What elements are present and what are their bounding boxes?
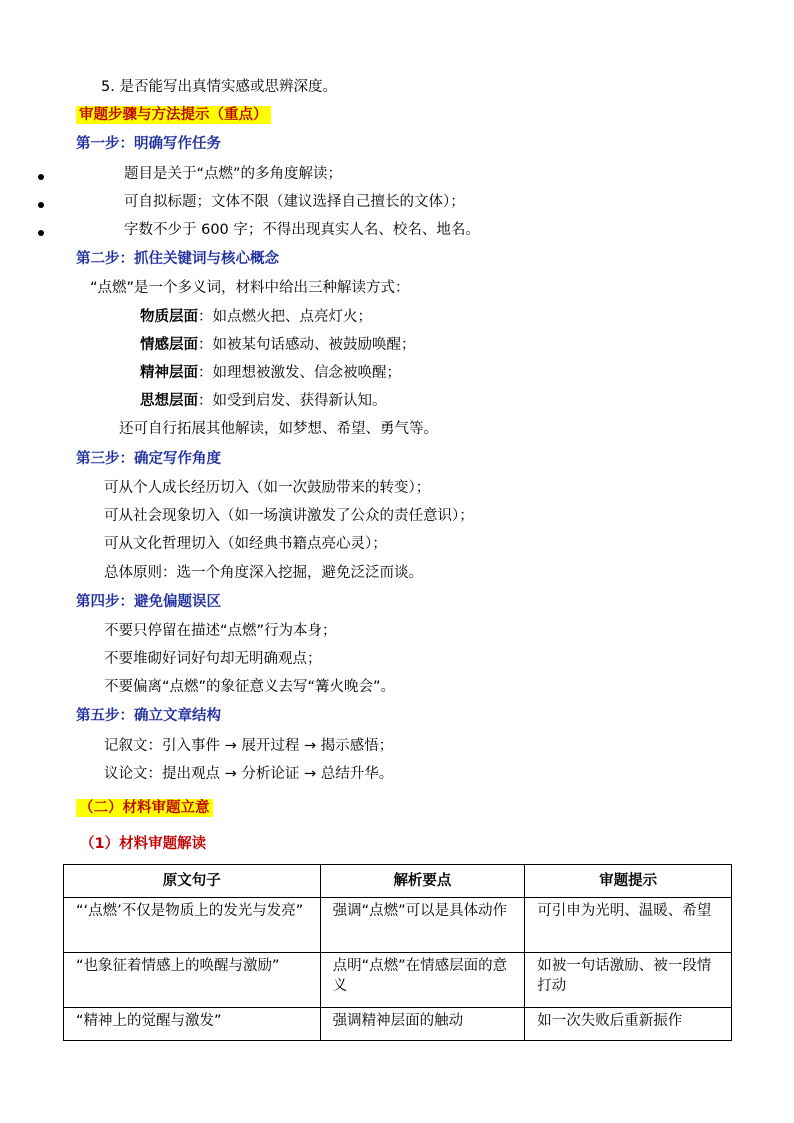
step2-extra: 还可自行拓展其他解读，如梦想、希望、勇气等。 <box>119 421 438 437</box>
table-cell: 点明“点燃”在情感层面的意义 <box>320 953 525 1008</box>
step3-line-1: 可从个人成长经历切入（如一次鼓励带来的转变）； <box>104 480 431 496</box>
part2-heading <box>76 799 213 817</box>
level-label: 精神层面 <box>140 365 198 381</box>
sub-heading: （1）材料审题解读 <box>80 836 207 852</box>
step3-line-2: 可从社会现象切入（如一场演讲激发了公众的责任意识）； <box>104 508 474 524</box>
table-row <box>64 953 732 1008</box>
section-heading <box>76 106 271 124</box>
bullet-dot <box>38 174 44 180</box>
section-heading-text: 审题步骤与方法提示（重点） <box>76 106 271 124</box>
step2-title: 第二步：抓住关键词与核心概念 <box>76 251 279 267</box>
bullet-dot <box>38 230 44 236</box>
step1-bullet-1: 题目是关于“点燃”的多角度解读； <box>124 166 343 182</box>
step5-line-1: 记叙文：引入事件 → 展开过程 → 揭示感悟； <box>104 738 394 754</box>
table-cell: 强调“点燃”可以是具体动作 <box>320 898 525 953</box>
step4-line-2: 不要堆砌好词好句却无明确观点； <box>104 651 322 667</box>
step1-bullet-2: 可自拟标题；文体不限（建议选择自己擅长的文体）； <box>124 194 465 210</box>
table-cell: 强调精神层面的触动 <box>320 1008 525 1041</box>
step3-line-3: 可从文化哲理切入（如经典书籍点亮心灵）； <box>104 536 387 552</box>
level-text: ：如受到启发、获得新认知。 <box>198 393 387 409</box>
step3-line-4: 总体原则：选一个角度深入挖掘，避免泛泛而谈。 <box>104 565 423 581</box>
table-cell: “‘点燃’不仅是物质上的发光与发亮” <box>64 898 321 953</box>
analysis-table <box>63 864 732 1041</box>
column-header: 审题提示 <box>525 865 732 898</box>
step2-intro: “点燃”是一个多义词，材料中给出三种解读方式： <box>90 280 410 296</box>
step5-line-2: 议论文：提出观点 → 分析论证 → 总结升华。 <box>104 766 394 782</box>
bullet-dot <box>38 202 44 208</box>
table-row <box>64 898 732 953</box>
step4-title: 第四步：避免偏题误区 <box>76 594 221 610</box>
list-item-5: 5. 是否能写出真情实感或思辨深度。 <box>101 79 337 95</box>
step3-title: 第三步：确定写作角度 <box>76 451 221 467</box>
step2-level-2 <box>140 336 416 354</box>
step1-title: 第一步：明确写作任务 <box>76 136 221 152</box>
level-label: 思想层面 <box>140 393 198 409</box>
part2-heading-text: （二）材料审题立意 <box>76 799 213 817</box>
step2-level-4 <box>140 392 387 410</box>
table-row <box>64 1008 732 1041</box>
step4-line-3: 不要偏离“点燃”的象征意义去写“篝火晚会”。 <box>104 679 396 695</box>
column-header: 原文句子 <box>64 865 321 898</box>
table-cell: 可引申为光明、温暖、希望 <box>525 898 732 953</box>
step5-title: 第五步：确立文章结构 <box>76 708 221 724</box>
table-cell: “精神上的觉醒与激发” <box>64 1008 321 1041</box>
table-cell: 如一次失败后重新振作 <box>525 1008 732 1041</box>
level-label: 情感层面 <box>140 337 198 353</box>
level-text: ：如点燃火把、点亮灯火； <box>198 309 372 325</box>
step4-line-1: 不要只停留在描述“点燃”行为本身； <box>104 623 337 639</box>
level-text: ：如理想被激发、信念被唤醒； <box>198 365 401 381</box>
step2-level-3 <box>140 364 401 382</box>
step1-bullet-3: 字数不少于 600 字；不得出现真实人名、校名、地名。 <box>124 222 480 238</box>
table-cell: “也象征着情感上的唤醒与激励” <box>64 953 321 1008</box>
level-text: ：如被某句话感动、被鼓励唤醒； <box>198 337 416 353</box>
table-header-row <box>64 865 732 898</box>
table-cell: 如被一句话激励、被一段情打动 <box>525 953 732 1008</box>
column-header: 解析要点 <box>320 865 525 898</box>
step2-level-1 <box>140 308 372 326</box>
level-label: 物质层面 <box>140 309 198 325</box>
